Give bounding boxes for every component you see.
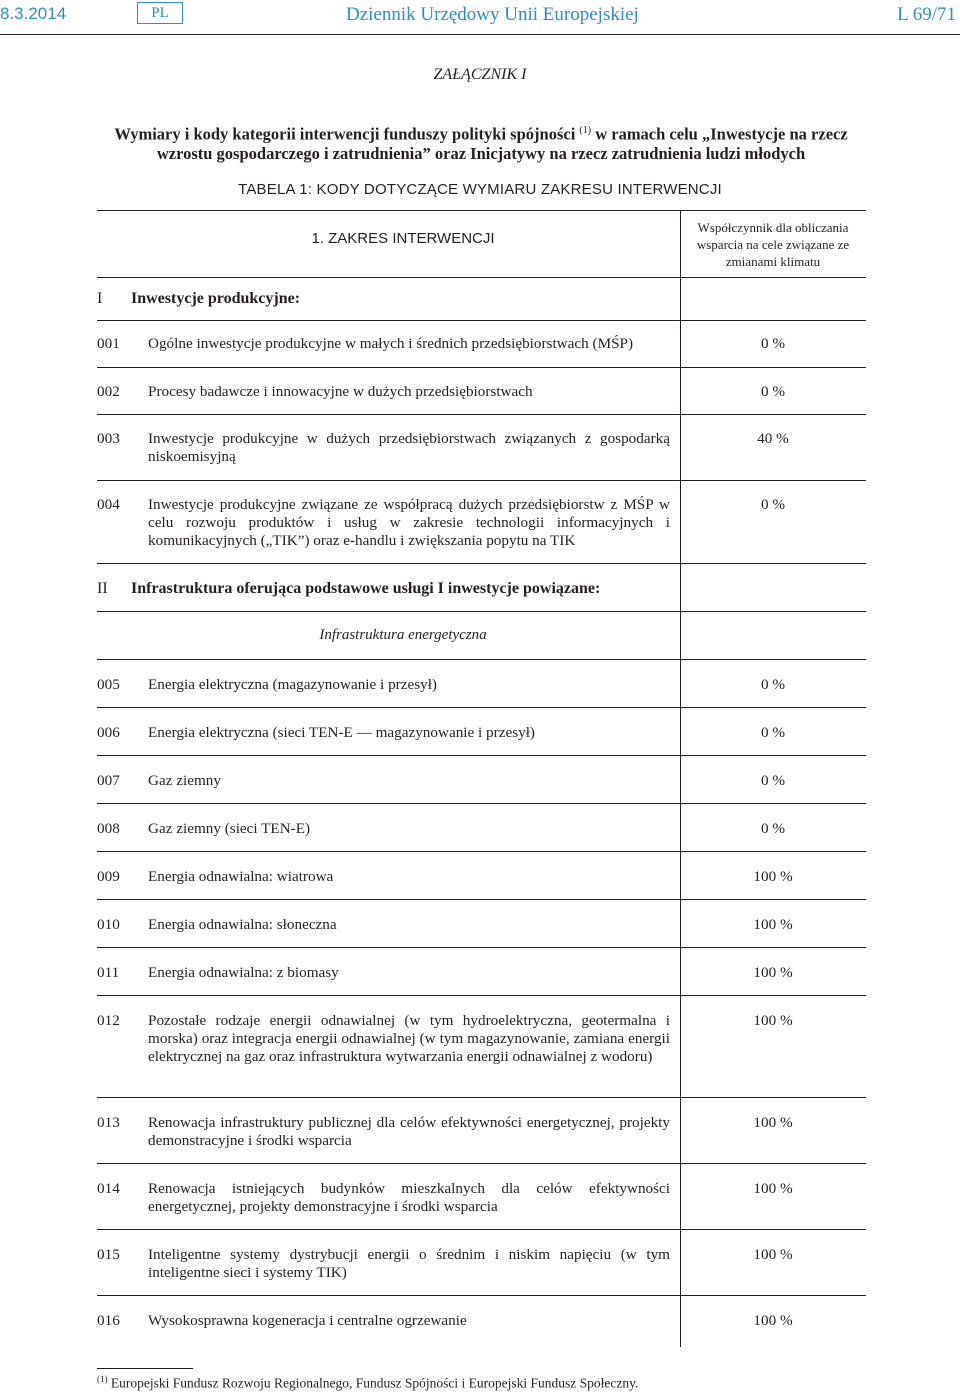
row-coefficient: 40 % [757, 430, 789, 447]
row-description: Ogólne inwestycje produkcyjne w małych i średnich przedsiębiorstwach (MŚP) [148, 335, 634, 352]
row-rule [97, 480, 866, 481]
row-description: Renowacja istniejących budynków mieszkalnych dla celów efektywności energetycznej, projekty demonstracyjne i środki wsparcia [148, 1180, 670, 1215]
row-coefficient: 0 % [760, 772, 786, 789]
row-coefficient: 0 % [760, 335, 786, 352]
row-code: 013 [97, 1114, 120, 1131]
row-rule [97, 611, 866, 612]
header-bottom-rule [97, 277, 866, 278]
row-rule [97, 803, 866, 804]
row-code: 003 [97, 430, 120, 447]
row-rule [97, 851, 866, 852]
column-header-scope: 1. ZAKRES INTERWENCJI [311, 230, 495, 247]
row-code: 008 [97, 820, 120, 837]
table-top-rule [97, 210, 866, 211]
row-coefficient: 0 % [760, 676, 786, 693]
row-rule [97, 947, 866, 948]
row-coefficient: 0 % [760, 820, 786, 837]
row-rule [97, 320, 866, 321]
row-code: 015 [97, 1246, 120, 1263]
row-code: 009 [97, 868, 120, 885]
row-description: Inwestycje produkcyjne w dużych przedsiębiorstwach związanych z gospodarką niskoemisyjną [148, 430, 670, 465]
row-coefficient: 100 % [753, 916, 793, 933]
section-label: Infrastruktura oferująca podstawowe usługi I inwestycje powiązane: [131, 580, 601, 597]
row-coefficient: 100 % [753, 1312, 793, 1329]
document-title-part2: w ramach celu „Inwestycje na rzecz wzrostu gospodarczego i zatrudnienia” oraz Inicjatywy na rzecz zatrudnienia ludzi młodych [156, 124, 848, 163]
row-description: Pozostałe rodzaje energii odnawialnej (w tym hydroelektryczna, geotermalna i morska) oraz integracja energii odnawialnej (w tym magazynowanie, zamiana energii elektrycznej na gaz oraz infrastruktura wytwarzania energii odnawialnej z wodoru) [148, 1012, 670, 1065]
subheading-energy: Infrastruktura energetyczna [319, 627, 487, 643]
row-description: Energia elektryczna (magazynowanie i przesył) [148, 676, 437, 693]
document-title [96, 121, 866, 163]
row-code: 004 [97, 496, 120, 513]
row-rule [97, 707, 866, 708]
row-description: Energia odnawialna: słoneczna [148, 916, 337, 933]
row-coefficient: 100 % [753, 1180, 793, 1197]
row-description: Energia odnawialna: z biomasy [148, 964, 339, 981]
column-divider [680, 210, 681, 1347]
header-date: 8.3.2014 [0, 4, 67, 23]
journal-title: Dziennik Urzędowy Unii Europejskiej [346, 4, 639, 25]
row-code: 011 [97, 964, 120, 981]
row-code: 001 [97, 335, 120, 352]
row-rule [97, 1229, 866, 1230]
row-code: 007 [97, 772, 120, 789]
section-number: II [97, 580, 108, 597]
section-number: I [97, 290, 103, 307]
row-description: Inwestycje produkcyjne związane ze współpracą dużych przedsiębiorstw z MŚP w celu rozwoju produktów i usług w zakresie technologii informacyjnych i komunikacyjnych („TIK”) oraz e-handlu i zwiększania popytu na TIK [148, 496, 670, 549]
row-coefficient: 100 % [753, 1012, 793, 1029]
row-coefficient: 100 % [753, 1246, 793, 1263]
row-coefficient: 0 % [760, 383, 786, 400]
footnote-text: Europejski Fundusz Rozwoju Regionalnego, Fundusz Spójności i Europejski Fundusz Społeczny. [110, 1375, 639, 1391]
row-rule [97, 899, 866, 900]
section-label: Inwestycje produkcyjne: [131, 290, 301, 307]
column-header-coefficient: Współczynnik dla obliczania wsparcia na cele związane ze zmianami klimatu [696, 220, 850, 269]
row-description: Energia elektryczna (sieci TEN-E — magazynowanie i przesył) [148, 724, 535, 741]
table-title: TABELA 1: KODY DOTYCZĄCE WYMIARU ZAKRESU INTERWENCJI [238, 181, 722, 198]
row-description: Inteligentne systemy dystrybucji energii o średnim i niskim napięciu (w tym inteligentne sieci i systemy TIK) [148, 1246, 670, 1281]
row-rule [97, 659, 866, 660]
document-title-part1: Wymiary i kody kategorii interwencji funduszy polityki spójności [114, 124, 576, 144]
row-rule [97, 1163, 866, 1164]
row-code: 012 [97, 1012, 120, 1029]
row-description: Procesy badawcze i innowacyjne w dużych przedsiębiorstwach [148, 383, 533, 400]
row-code: 006 [97, 724, 120, 741]
row-coefficient: 0 % [760, 724, 786, 741]
row-rule [97, 367, 866, 368]
page-number: L 69/71 [897, 4, 956, 25]
annex-heading: ZAŁĄCZNIK I [433, 66, 527, 83]
row-coefficient: 100 % [753, 964, 793, 981]
row-coefficient: 100 % [753, 868, 793, 885]
footnote-divider [97, 1368, 193, 1369]
footnote [97, 1374, 638, 1392]
row-coefficient: 0 % [760, 496, 786, 513]
row-code: 005 [97, 676, 120, 693]
row-coefficient: 100 % [753, 1114, 793, 1131]
row-description: Gaz ziemny [148, 772, 221, 789]
row-description: Wysokosprawna kogeneracja i centralne ogrzewanie [148, 1312, 467, 1329]
row-description: Energia odnawialna: wiatrowa [148, 868, 334, 885]
row-rule [97, 563, 866, 564]
language-badge: PL [137, 2, 183, 24]
row-rule [97, 755, 866, 756]
row-rule [97, 1097, 866, 1098]
footnote-reference[interactable]: (1) [579, 125, 592, 136]
row-code: 002 [97, 383, 120, 400]
row-rule [97, 414, 866, 415]
row-code: 016 [97, 1312, 120, 1329]
row-rule [97, 995, 866, 996]
row-rule [97, 1295, 866, 1296]
row-code: 014 [97, 1180, 120, 1197]
header-divider [0, 34, 960, 35]
row-description: Gaz ziemny (sieci TEN-E) [148, 820, 311, 837]
journal-header [0, 2, 960, 28]
row-description: Renowacja infrastruktury publicznej dla celów efektywności energetycznej, projekty demonstracyjne i środki wsparcia [148, 1114, 670, 1149]
row-code: 010 [97, 916, 120, 933]
footnote-marker: (1) [97, 1374, 108, 1384]
